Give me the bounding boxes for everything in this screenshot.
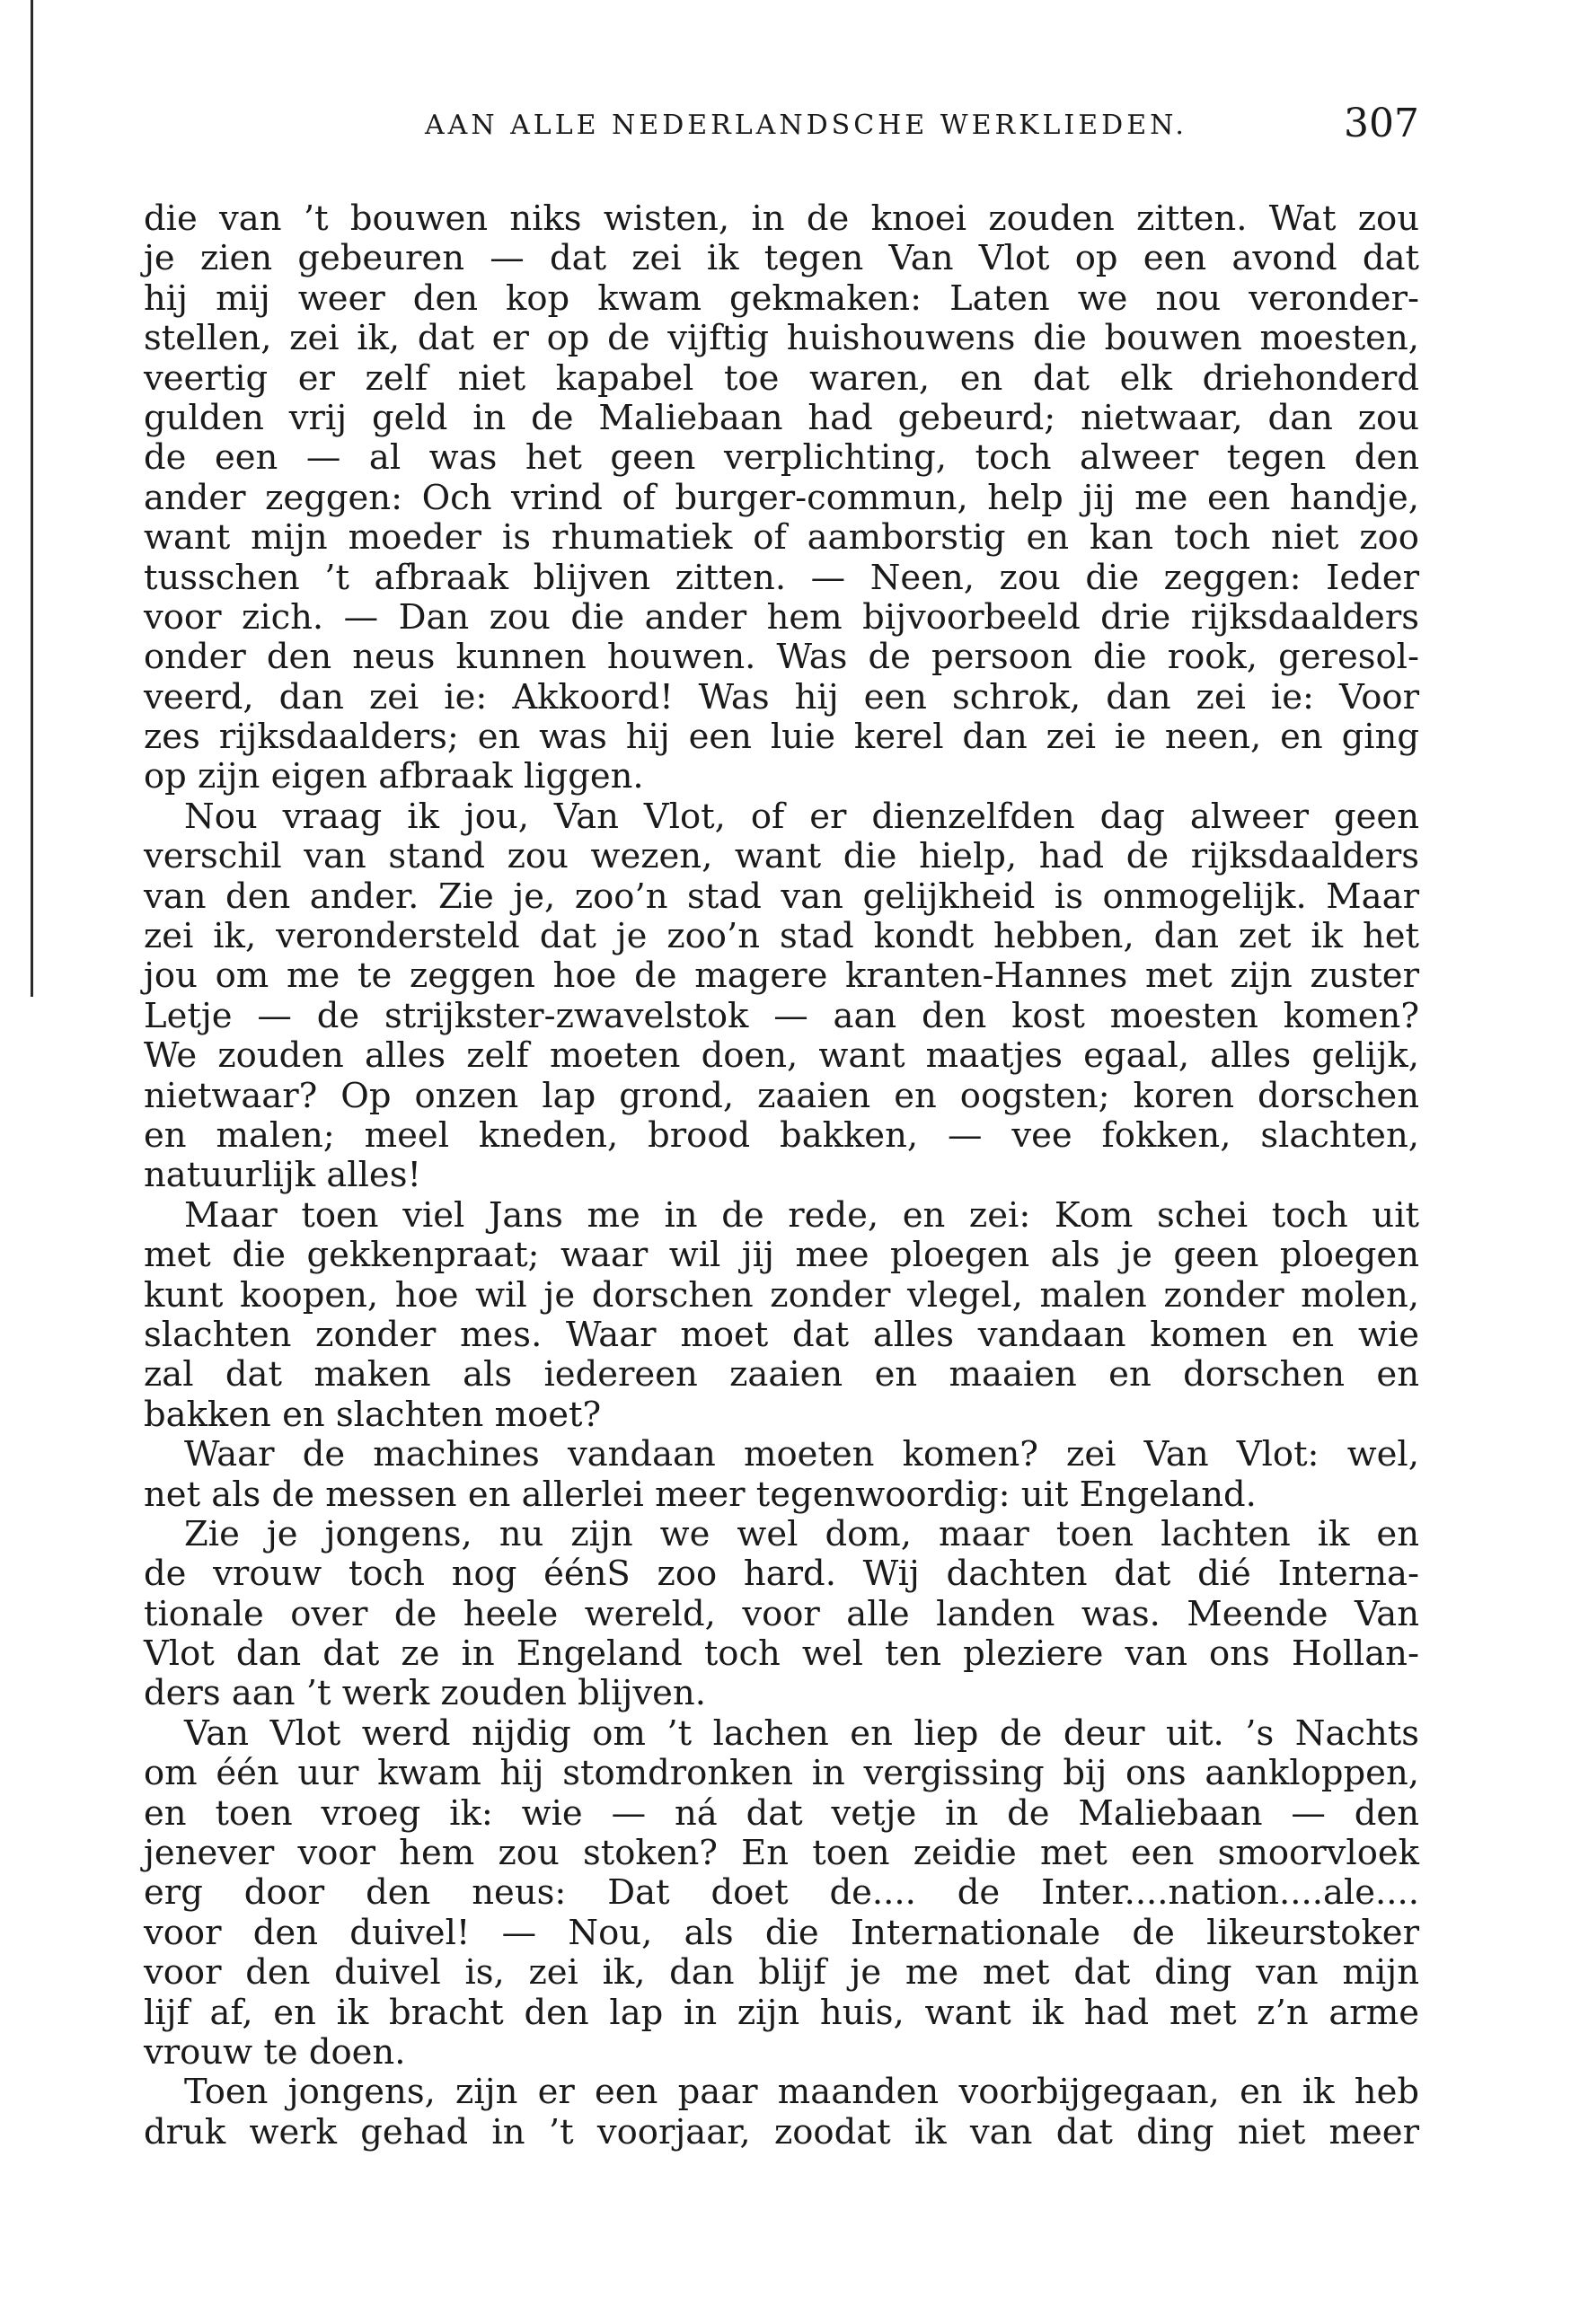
text-line: die van ’t bouwen niks wisten, in de knoei zouden zitten. Wat zou	[144, 198, 1419, 239]
text-line: Toen jongens, zijn er een paar maanden voorbijgegaan, en ik heb	[184, 2072, 1419, 2113]
running-header	[144, 101, 1419, 154]
text-line: tionale over de heele wereld, voor alle landen was. Meende Van	[144, 1593, 1419, 1634]
text-line: natuurlijk alles!	[144, 1155, 421, 1196]
running-title: AAN ALLE NEDERLANDSCHE WERKLIEDEN.	[425, 110, 1187, 141]
text-line: Letje — de strijkster-zwavelstok — aan den kost moesten komen?	[144, 995, 1419, 1036]
text-line: zes rijksdaalders; en was hij een luie kerel dan zei ie neen, en ging	[144, 717, 1419, 758]
text-line: Maar toen viel Jans me in de rede, en zei: Kom schei toch uit	[184, 1194, 1419, 1236]
text-line: veertig er zelf niet kapabel toe waren, en dat elk driehonderd	[144, 357, 1419, 399]
text-line: je zien gebeuren — dat zei ik tegen Van Vlot op een avond dat	[144, 238, 1419, 279]
text-line: vrouw te doen.	[144, 2031, 406, 2073]
text-line: gulden vrij geld in de Maliebaan had gebeurd; nietwaar, dan zou	[144, 397, 1419, 438]
text-line: kunt koopen, hoe wil je dorschen zonder vlegel, malen zonder molen,	[144, 1274, 1419, 1316]
page-number: 307	[1344, 101, 1419, 146]
text-line: druk werk gehad in ’t voorjaar, zoodat ik van dat ding niet meer	[144, 2111, 1419, 2152]
text-line: nietwaar? Op onzen lap grond, zaaien en oogsten; koren dorschen	[144, 1075, 1419, 1116]
text-line: net als de messen en allerlei meer tegenwoordig: uit Engeland.	[144, 1474, 1257, 1515]
text-line: de een — al was het geen verplichting, toch alweer tegen den	[144, 437, 1419, 479]
text-line: ander zeggen: Och vrind of burger-commun, help jij me een handje,	[144, 477, 1419, 518]
text-line: We zouden alles zelf moeten doen, want maatjes egaal, alles gelijk,	[144, 1035, 1419, 1077]
text-line: bakken en slachten moet?	[144, 1394, 602, 1435]
text-line: jenever voor hem zou stoken? En toen zeidie met een smoorvloek	[144, 1833, 1419, 1874]
text-line: zei ik, verondersteld dat je zoo’n stad kondt hebben, dan zet ik het	[144, 916, 1419, 957]
text-line: veerd, dan zei ie: Akkoord! Was hij een schrok, dan zei ie: Voor	[144, 676, 1419, 717]
body-text	[144, 199, 1419, 2152]
text-line: jou om me te zeggen hoe de magere kranten-Hannes met zijn zuster	[144, 955, 1419, 997]
text-line: erg door den neus: Dat doet de.... de Inter....nation....ale....	[144, 1872, 1419, 1914]
page-binding-edge	[31, 0, 33, 997]
text-line: onder den neus kunnen houwen. Was de persoon die rook, geresol-	[144, 637, 1419, 678]
text-line: voor zich. — Dan zou die ander hem bijvoorbeeld drie rijksdaalders	[144, 596, 1419, 638]
text-line: met die gekkenpraat; waar wil jij mee ploegen als je geen ploegen	[144, 1235, 1419, 1276]
text-line: Zie je jongens, nu zijn we wel dom, maar toen lachten ik en	[184, 1513, 1419, 1554]
text-line: stellen, zei ik, dat er op de vijftig huishouwens die bouwen moesten,	[144, 318, 1419, 359]
text-line: Van Vlot werd nijdig om ’t lachen en liep de deur uit. ’s Nachts	[184, 1712, 1419, 1754]
text-line: en malen; meel kneden, brood bakken, — vee fokken, slachten,	[144, 1114, 1419, 1156]
text-line: lijf af, en ik bracht den lap in zijn huis, want ik had met z’n arme	[144, 1992, 1419, 2033]
text-line: hij mij weer den kop kwam gekmaken: Laten we nou veronder-	[144, 277, 1419, 319]
text-line: op zijn eigen afbraak liggen.	[144, 756, 644, 797]
text-line: voor den duivel! — Nou, als die Internationale de likeurstoker	[144, 1912, 1419, 1953]
text-line: van den ander. Zie je, zoo’n stad van gelijkheid is onmogelijk. Maar	[144, 876, 1419, 917]
text-line: tusschen ’t afbraak blijven zitten. — Neen, zou die zeggen: Ieder	[144, 557, 1419, 598]
text-line: slachten zonder mes. Waar moet dat alles vandaan komen en wie	[144, 1314, 1419, 1355]
text-line: en toen vroeg ik: wie — ná dat vetje in de Maliebaan — den	[144, 1792, 1419, 1834]
text-line: verschil van stand zou wezen, want die hielp, had de rijksdaalders	[144, 836, 1419, 877]
text-line: Vlot dan dat ze in Engeland toch wel ten pleziere van ons Hollan-	[144, 1633, 1419, 1675]
text-line: Waar de machines vandaan moeten komen? zei Van Vlot: wel,	[184, 1434, 1419, 1475]
text-line: om één uur kwam hij stomdronken in vergissing bij ons aankloppen,	[144, 1753, 1419, 1794]
text-line: ders aan ’t werk zouden blijven.	[144, 1673, 706, 1714]
text-line: want mijn moeder is rhumatiek of aamborstig en kan toch niet zoo	[144, 517, 1419, 559]
text-line: Nou vraag ik jou, Van Vlot, of er dienzelfden dag alweer geen	[184, 796, 1419, 837]
text-line: zal dat maken als iedereen zaaien en maaien en dorschen en	[144, 1354, 1419, 1395]
text-line: voor den duivel is, zei ik, dan blijf je me met dat ding van mijn	[144, 1952, 1419, 1994]
text-line: de vrouw toch nog éénS zoo hard. Wij dachten dat dié Interna-	[144, 1554, 1419, 1595]
